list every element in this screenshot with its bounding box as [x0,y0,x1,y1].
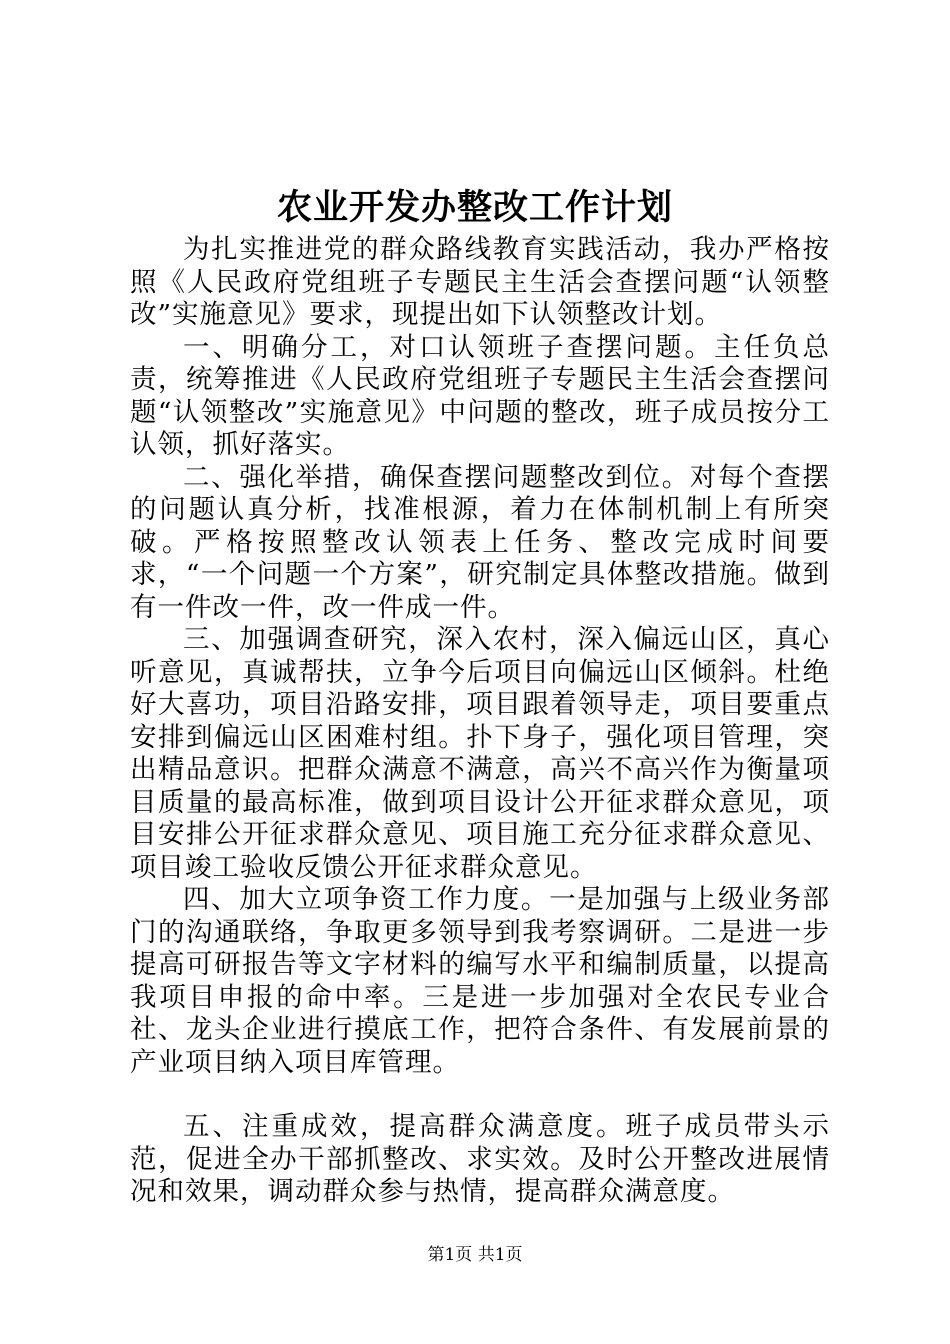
section-1-paragraph: 一、明确分工，对口认领班子查摆问题。主任负总责，统筹推进《人民政府党组班子专题民主生活会查摆问题“认领整改”实施意见》中问题的整改，班子成员按分工认领，抓好落实。 [130,331,830,460]
section-4-paragraph: 四、加大立项争资工作力度。一是加强与上级业务部门的沟通联络，争取更多领导到我考察调研。二是进一步提高可研报告等文字材料的编写水平和编制质量，以提高我项目申报的命中率。三是进一步加强对全农民专业合社、龙头企业进行摸底工作，把符合条件、有发展前景的产业项目纳入项目库管理。 [130,884,830,1078]
document-title: 农业开发办整改工作计划 [276,187,673,228]
intro-paragraph: 为扎实推进党的群众路线教育实践活动，我办严格按照《人民政府党组班子专题民主生活会查摆问题“认领整改”实施意见》要求，现提出如下认领整改计划。 [130,234,830,330]
section-2-paragraph: 二、强化举措，确保查摆问题整改到位。对每个查摆的问题认真分析，找准根源，着力在体制机制上有所突破。严格按照整改认领表上任务、整改完成时间要求，“一个问题一个方案”，研究制定具体整改措施。做到有一件改一件，改一件成一件。 [130,461,830,623]
page-number-footer: 第1页 共1页 [427,1245,523,1265]
section-5-paragraph: 五、注重成效，提高群众满意度。班子成员带头示范，促进全办干部抓整改、求实效。及时公开整改进展情况和效果，调动群众参与热情，提高群众满意度。 [130,1111,830,1207]
section-3-paragraph: 三、加强调查研究，深入农村，深入偏远山区，真心听意见，真诚帮扶，立争今后项目向偏远山区倾斜。杜绝好大喜功，项目沿路安排，项目跟着领导走，项目要重点安排到偏远山区困难村组。扑下身子，强化项目管理，突出精品意识。把群众满意不满意，高兴不高兴作为衡量项目质量的最高标准，做到项目设计公开征求群众意见，项目安排公开征求群众意见、项目施工充分征求群众意见、项目竣工验收反馈公开征求群众意见。 [130,624,830,883]
document-body [130,234,830,1209]
